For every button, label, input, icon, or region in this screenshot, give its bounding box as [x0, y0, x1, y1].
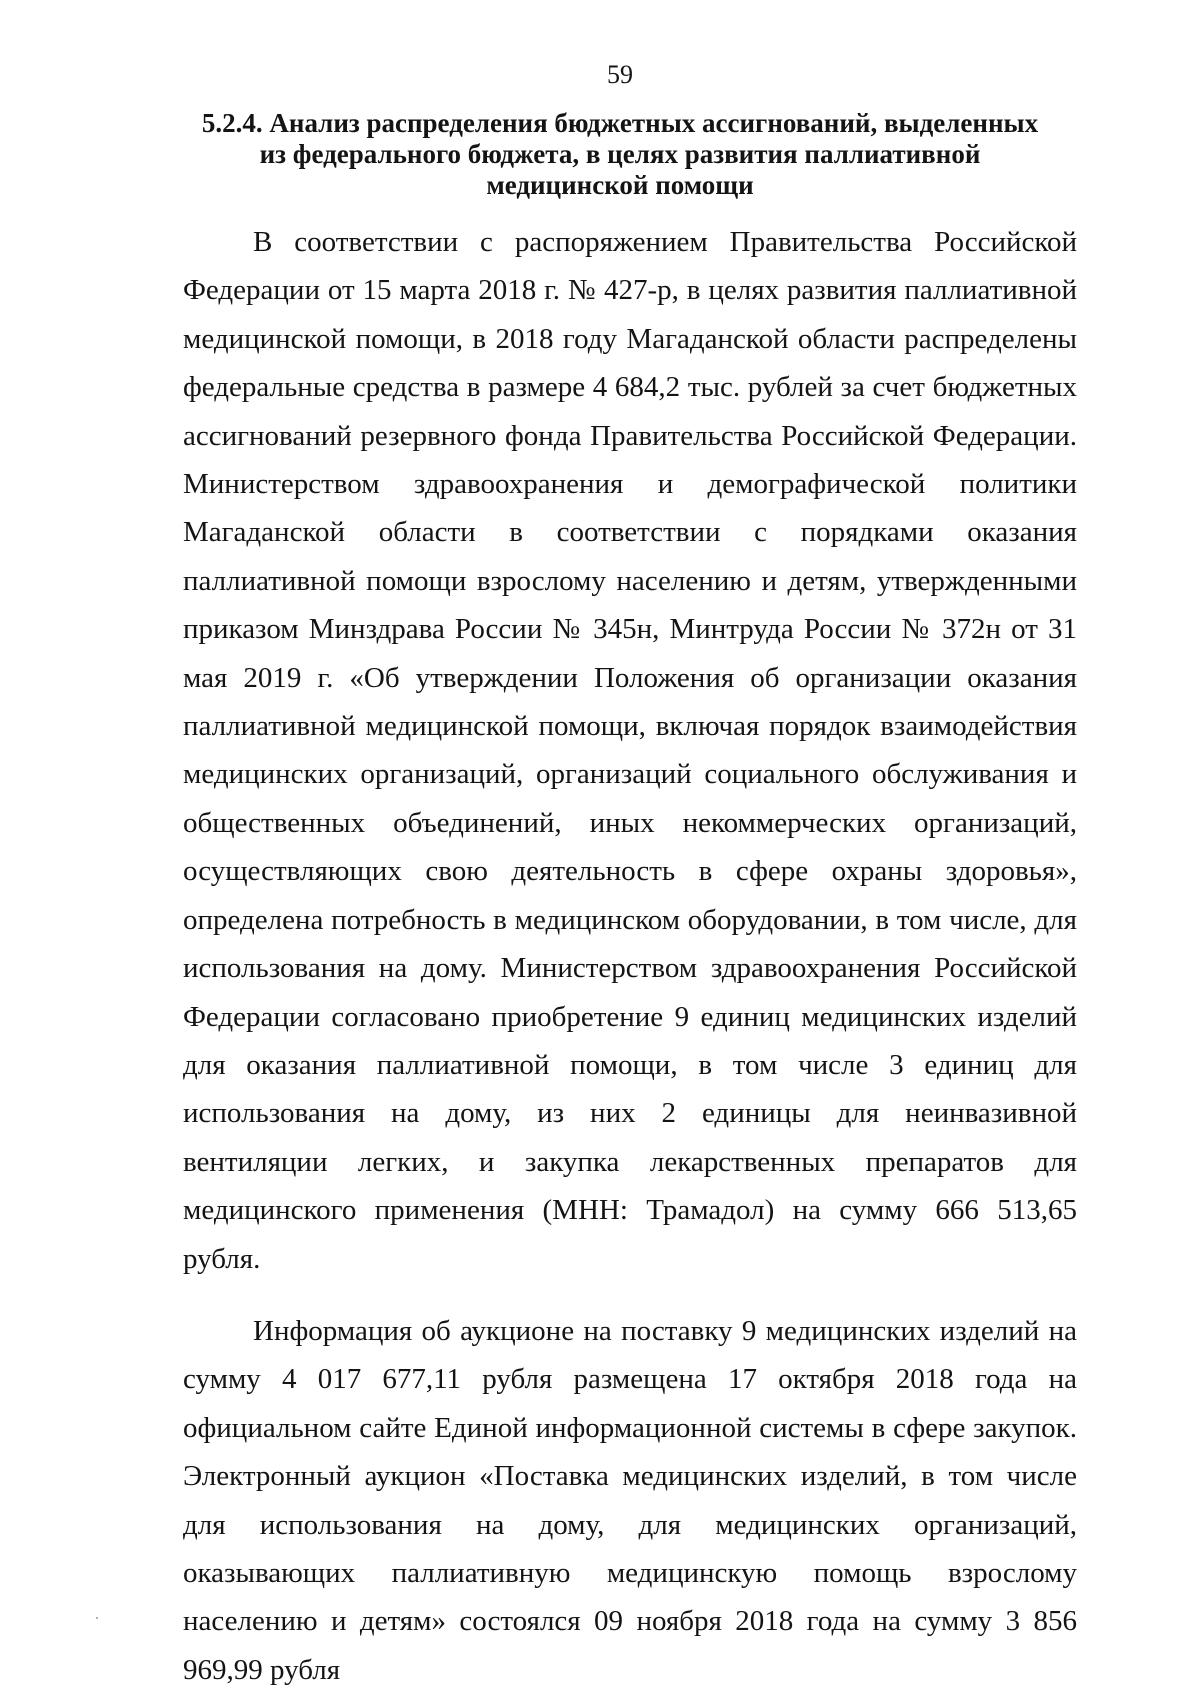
section-heading [160, 108, 1080, 201]
section-heading-line-2: из федерального бюджета, в целях развития паллиативной [259, 139, 981, 169]
page-number: 59 [607, 60, 633, 89]
document-body [183, 218, 1077, 1694]
section-heading-line-1: 5.2.4. Анализ распределения бюджетных ассигнований, выделенных [201, 108, 1039, 138]
paragraph-auction: Информация об аукционе на поставку 9 медицинских изделий на сумму 4 017 677,11 рубля размещена 17 октября 2018 года на официальном сайте Единой информационной системы в сфере закупок. Электронный аукцион «Поставка медицинских изделий, в том числе для использования на дому, для медицинских организаций, оказывающих паллиативную медицинскую помощь взрослому населению и детям» состоялся 09 ноября 2018 года на сумму 3 856 969,99 рубля [183, 1314, 1077, 1686]
scan-speck [96, 1617, 98, 1619]
section-heading-line-3: медицинской помощи [486, 170, 754, 200]
paragraph-allocation: В соответствии с распоряжением Правительства Российской Федерации от 15 марта 2018 г. № 427-р, в целях развития паллиативной медицинской помощи, в 2018 году Магаданской области распределены федеральные средства в размере 4 684,2 тыс. рублей за счет бюджетных ассигнований резервного фонда Правительства Российской Федерации. Министерством здравоохранения и демографической политики Магаданской области в соответствии с порядками оказания паллиативной помощи взрослому населению и детям, утвержденными приказом Минздрава России № 345н, Минтруда России № 372н от 31 мая 2019 г. «Об утверждении Положения об организации оказания паллиативной медицинской помощи, включая порядок взаимодействия медицинских организаций, организаций социального обслуживания и общественных объединений, иных некоммерческих организаций, осуществляющих свою деятельность в сфере охраны здоровья», определена потребность в медицинском оборудовании, в том числе, для использования на дому. Министерством здравоохранения Российской Федерации согласовано приобретение 9 единиц медицинских изделий для оказания паллиативной помощи, в том числе 3 единиц для использования на дому, из них 2 единицы для неинвазивной вентиляции легких, и закупка лекарственных препаратов для медицинского применения (МНН: Трамадол) на сумму 666 513,65 рубля. [183, 226, 1077, 1275]
